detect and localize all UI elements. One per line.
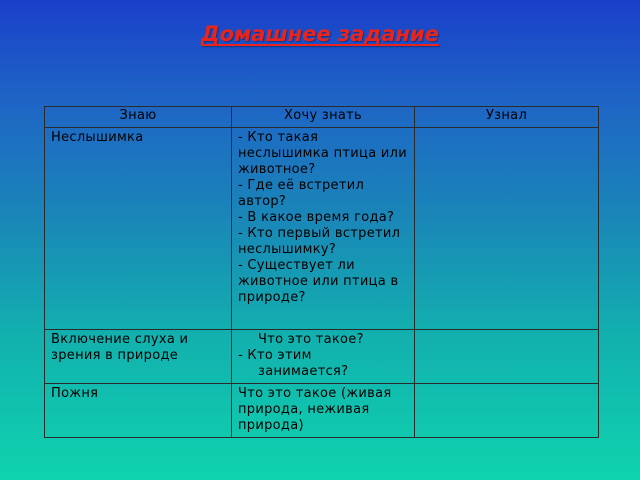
header-learned: Узнал (415, 107, 599, 128)
cell-want-to-know (232, 384, 415, 438)
slide-title: Домашнее задание (200, 22, 440, 46)
question: - В какое время года? (238, 210, 395, 225)
table-row (45, 384, 599, 438)
question: занимается? (258, 364, 349, 379)
cell-know: Неслышимка (45, 128, 232, 330)
question: - Где её встретил автор? (238, 178, 365, 209)
question: Что это такое? (258, 332, 364, 347)
table-header-row (45, 107, 599, 128)
cell-learned (415, 384, 599, 438)
header-know: Знаю (45, 107, 232, 128)
cell-know: Пожня (45, 384, 232, 438)
cell-want-to-know (232, 330, 415, 384)
question: - Кто первый встретил неслышимку? (238, 226, 401, 257)
question: Что это такое (живая природа, неживая природа) (238, 386, 392, 433)
question: - Кто этим (238, 348, 312, 363)
cell-learned (415, 330, 599, 384)
question: - Кто такая неслышимка птица или животное? (238, 130, 407, 177)
header-want-to-know: Хочу знать (232, 107, 415, 128)
cell-learned (415, 128, 599, 330)
table-row (45, 128, 599, 330)
cell-want-to-know (232, 128, 415, 330)
table-row (45, 330, 599, 384)
kwl-table (44, 106, 599, 438)
cell-know: Включение слуха и зрения в природе (45, 330, 232, 384)
question: - Существует ли животное или птица в природе? (238, 258, 399, 305)
